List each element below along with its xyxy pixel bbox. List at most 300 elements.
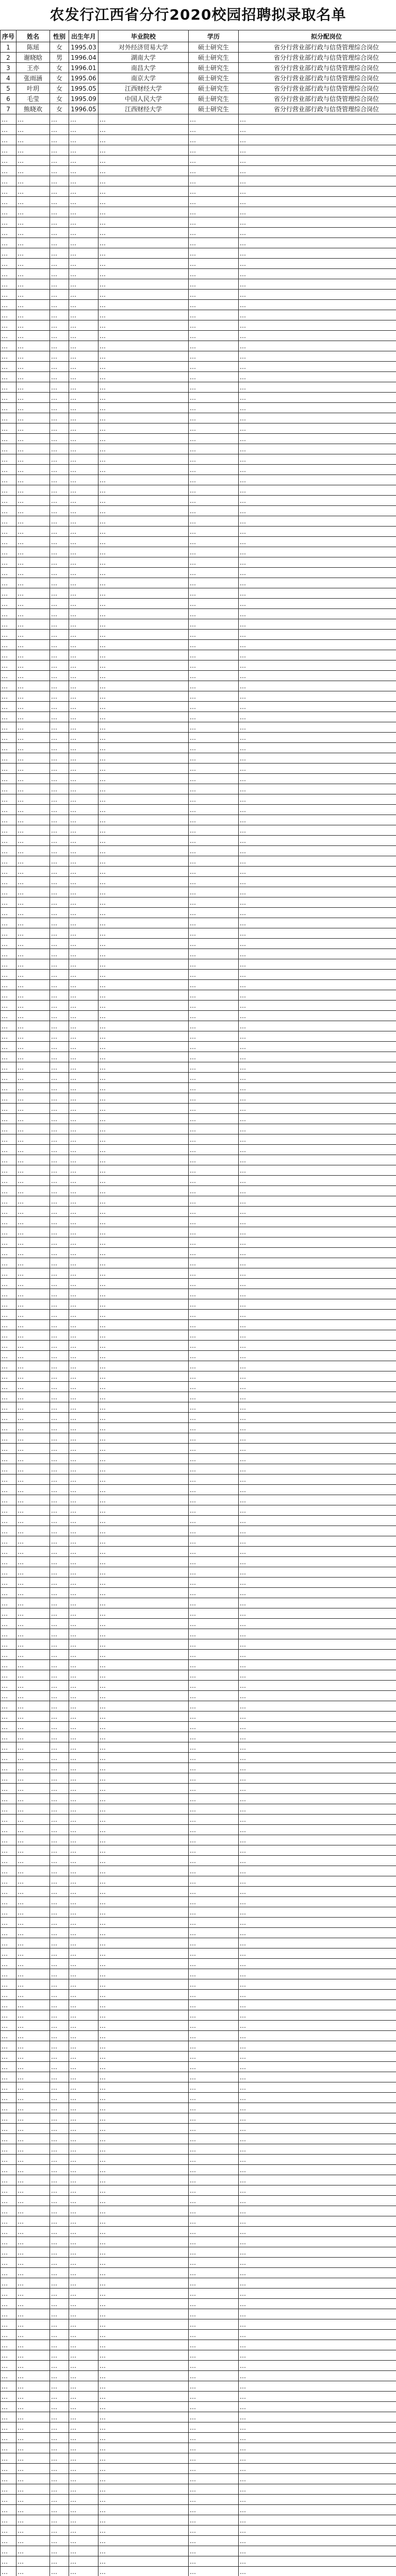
- cell-placeholder: …: [69, 516, 98, 527]
- cell-placeholder: …: [69, 444, 98, 454]
- cell-placeholder: …: [1, 2082, 16, 2093]
- cell-placeholder: …: [239, 1176, 396, 1186]
- cell-placeholder: …: [69, 1114, 98, 1124]
- cell-placeholder: …: [1, 1330, 16, 1341]
- cell-placeholder: …: [98, 784, 189, 794]
- table-row-placeholder: [1, 1753, 396, 1763]
- cell-placeholder: …: [1, 1691, 16, 1701]
- cell-placeholder: …: [16, 1011, 50, 1021]
- cell-placeholder: …: [1, 290, 16, 300]
- table-row-placeholder: [1, 156, 396, 166]
- cell-placeholder: …: [239, 259, 396, 269]
- cell-placeholder: …: [98, 764, 189, 774]
- cell-placeholder: …: [16, 939, 50, 949]
- table-row-placeholder: [1, 1505, 396, 1516]
- cell-placeholder: …: [189, 1608, 239, 1619]
- cell-no: 2: [1, 53, 16, 63]
- cell-placeholder: …: [16, 1464, 50, 1475]
- cell-placeholder: …: [1, 1299, 16, 1310]
- cell-placeholder: …: [69, 1681, 98, 1691]
- cell-placeholder: …: [189, 1279, 239, 1289]
- cell-placeholder: …: [69, 702, 98, 712]
- cell-placeholder: …: [16, 2495, 50, 2505]
- cell-placeholder: …: [239, 918, 396, 928]
- cell-placeholder: …: [239, 382, 396, 393]
- table-row-placeholder: [1, 2227, 396, 2237]
- cell-placeholder: …: [98, 1629, 189, 1639]
- cell-placeholder: …: [50, 1351, 69, 1361]
- cell-placeholder: …: [1, 1670, 16, 1681]
- cell-placeholder: …: [98, 1433, 189, 1444]
- cell-placeholder: …: [16, 2402, 50, 2412]
- cell-placeholder: …: [189, 259, 239, 269]
- cell-placeholder: …: [239, 2309, 396, 2319]
- table-row-placeholder: [1, 248, 396, 259]
- cell-placeholder: …: [98, 939, 189, 949]
- cell-placeholder: …: [50, 1866, 69, 1876]
- cell-placeholder: …: [98, 2422, 189, 2433]
- cell-placeholder: …: [50, 1320, 69, 1330]
- cell-placeholder: …: [239, 1433, 396, 1444]
- cell-placeholder: …: [1, 959, 16, 970]
- cell-placeholder: …: [98, 496, 189, 506]
- cell-placeholder: …: [98, 1773, 189, 1784]
- table-row-placeholder: [1, 516, 396, 527]
- cell-placeholder: …: [189, 1732, 239, 1742]
- cell-placeholder: …: [98, 2536, 189, 2546]
- cell-placeholder: …: [50, 496, 69, 506]
- cell-placeholder: …: [16, 1763, 50, 1773]
- table-row-placeholder: [1, 434, 396, 444]
- cell-placeholder: …: [189, 1567, 239, 1578]
- cell-placeholder: …: [50, 1495, 69, 1505]
- cell-placeholder: …: [69, 2309, 98, 2319]
- table-row-placeholder: [1, 640, 396, 650]
- cell-placeholder: …: [1, 1887, 16, 1897]
- cell-placeholder: …: [98, 1547, 189, 1557]
- table-row-placeholder: [1, 908, 396, 918]
- cell-placeholder: …: [16, 2134, 50, 2144]
- table-row-placeholder: [1, 1825, 396, 1835]
- cell-placeholder: …: [98, 660, 189, 671]
- cell-placeholder: …: [98, 1464, 189, 1475]
- cell-placeholder: …: [1, 2010, 16, 2021]
- cell-placeholder: …: [1, 1351, 16, 1361]
- cell-placeholder: …: [50, 1763, 69, 1773]
- cell-placeholder: …: [189, 2381, 239, 2392]
- cell-placeholder: …: [1, 2299, 16, 2309]
- cell-placeholder: …: [16, 2185, 50, 2196]
- cell-placeholder: …: [50, 2031, 69, 2041]
- cell-placeholder: …: [50, 423, 69, 434]
- cell-placeholder: …: [1, 1959, 16, 1969]
- cell-placeholder: …: [50, 1114, 69, 1124]
- table-row-placeholder: [1, 1815, 396, 1825]
- cell-placeholder: …: [98, 2567, 189, 2576]
- cell-placeholder: …: [98, 156, 189, 166]
- cell-placeholder: …: [69, 2278, 98, 2289]
- table-row-placeholder: [1, 568, 396, 578]
- cell-placeholder: …: [16, 1042, 50, 1052]
- cell-placeholder: …: [50, 1021, 69, 1031]
- table-row-placeholder: [1, 1052, 396, 1062]
- cell-placeholder: …: [1, 660, 16, 671]
- cell-placeholder: …: [50, 2340, 69, 2350]
- cell-placeholder: …: [69, 609, 98, 619]
- cell-placeholder: …: [189, 2319, 239, 2330]
- cell-placeholder: …: [239, 516, 396, 527]
- cell-placeholder: …: [69, 619, 98, 630]
- cell-placeholder: …: [1, 2422, 16, 2433]
- cell-placeholder: …: [239, 1639, 396, 1650]
- cell-placeholder: …: [189, 1536, 239, 1547]
- cell-placeholder: …: [239, 856, 396, 867]
- cell-placeholder: …: [69, 2082, 98, 2093]
- cell-placeholder: …: [98, 393, 189, 403]
- cell-placeholder: …: [1, 2155, 16, 2165]
- cell-placeholder: …: [69, 1351, 98, 1361]
- cell-placeholder: …: [239, 434, 396, 444]
- cell-placeholder: …: [239, 1959, 396, 1969]
- cell-placeholder: …: [50, 918, 69, 928]
- table-row-placeholder: [1, 1423, 396, 1433]
- cell-placeholder: …: [1, 1444, 16, 1454]
- cell-placeholder: …: [239, 764, 396, 774]
- cell-placeholder: …: [50, 1711, 69, 1722]
- cell-placeholder: …: [69, 2268, 98, 2278]
- cell-placeholder: …: [98, 1516, 189, 1526]
- cell-placeholder: …: [1, 1165, 16, 1176]
- cell-placeholder: …: [69, 1701, 98, 1711]
- cell-placeholder: …: [98, 1217, 189, 1227]
- cell-placeholder: …: [98, 794, 189, 805]
- cell-placeholder: …: [50, 1279, 69, 1289]
- table-row-placeholder: [1, 2093, 396, 2103]
- cell-placeholder: …: [239, 1773, 396, 1784]
- cell-placeholder: …: [50, 1073, 69, 1083]
- cell-placeholder: …: [1, 1093, 16, 1104]
- table-row-placeholder: [1, 1011, 396, 1021]
- cell-placeholder: …: [189, 403, 239, 413]
- cell-placeholder: …: [189, 537, 239, 547]
- cell-school: 南京大学: [98, 73, 189, 83]
- cell-placeholder: …: [98, 1918, 189, 1928]
- cell-placeholder: …: [50, 1742, 69, 1753]
- cell-placeholder: …: [189, 599, 239, 609]
- cell-placeholder: …: [189, 1948, 239, 1959]
- cell-placeholder: …: [239, 527, 396, 537]
- cell-placeholder: …: [1, 1176, 16, 1186]
- cell-placeholder: …: [239, 1505, 396, 1516]
- cell-placeholder: …: [1, 259, 16, 269]
- cell-placeholder: …: [69, 259, 98, 269]
- cell-placeholder: …: [239, 279, 396, 290]
- cell-placeholder: …: [1, 444, 16, 454]
- cell-placeholder: …: [69, 2052, 98, 2062]
- cell-placeholder: …: [16, 1650, 50, 1660]
- cell-placeholder: …: [239, 1382, 396, 1392]
- cell-placeholder: …: [16, 1330, 50, 1341]
- cell-placeholder: …: [239, 2381, 396, 2392]
- cell-placeholder: …: [239, 1794, 396, 1804]
- cell-placeholder: …: [50, 527, 69, 537]
- cell-placeholder: …: [16, 599, 50, 609]
- cell-placeholder: …: [189, 897, 239, 908]
- table-row-placeholder: [1, 2464, 396, 2474]
- cell-placeholder: …: [50, 2474, 69, 2484]
- cell-placeholder: …: [239, 1567, 396, 1578]
- cell-placeholder: …: [69, 2319, 98, 2330]
- cell-placeholder: …: [1, 2185, 16, 2196]
- cell-placeholder: …: [16, 918, 50, 928]
- cell-placeholder: …: [239, 733, 396, 743]
- table-body: [1, 42, 396, 2576]
- cell-placeholder: …: [69, 1773, 98, 1784]
- cell-school: 湖南大学: [98, 53, 189, 63]
- cell-placeholder: …: [98, 1186, 189, 1196]
- cell-placeholder: …: [50, 2041, 69, 2052]
- table-row-placeholder: [1, 1959, 396, 1969]
- cell-placeholder: …: [189, 2185, 239, 2196]
- cell-placeholder: …: [189, 1578, 239, 1588]
- cell-placeholder: …: [1, 187, 16, 197]
- cell-placeholder: …: [16, 485, 50, 496]
- cell-placeholder: …: [69, 2567, 98, 2576]
- cell-placeholder: …: [239, 2453, 396, 2464]
- cell-placeholder: …: [189, 640, 239, 650]
- cell-placeholder: …: [50, 815, 69, 825]
- table-row-placeholder: [1, 1773, 396, 1784]
- cell-placeholder: …: [98, 1011, 189, 1021]
- cell-placeholder: …: [239, 1279, 396, 1289]
- table-row-placeholder: [1, 1176, 396, 1186]
- table-row-placeholder: [1, 362, 396, 372]
- cell-placeholder: …: [1, 1505, 16, 1516]
- cell-placeholder: …: [1, 228, 16, 238]
- cell-placeholder: …: [98, 2041, 189, 2052]
- cell-placeholder: …: [239, 2546, 396, 2556]
- cell-placeholder: …: [69, 2185, 98, 2196]
- cell-placeholder: …: [1, 114, 16, 125]
- cell-placeholder: …: [98, 1268, 189, 1279]
- cell-placeholder: …: [50, 516, 69, 527]
- table-row-placeholder: [1, 1918, 396, 1928]
- table-row-placeholder: [1, 1608, 396, 1619]
- cell-placeholder: …: [16, 310, 50, 320]
- cell-placeholder: …: [50, 1856, 69, 1866]
- cell-placeholder: …: [1, 2175, 16, 2185]
- cell-placeholder: …: [239, 2350, 396, 2361]
- cell-placeholder: …: [189, 949, 239, 959]
- cell-placeholder: …: [1, 1763, 16, 1773]
- table-row-placeholder: [1, 1351, 396, 1361]
- cell-placeholder: …: [50, 949, 69, 959]
- cell-placeholder: …: [69, 1145, 98, 1155]
- cell-placeholder: …: [1, 980, 16, 990]
- cell-placeholder: …: [50, 743, 69, 753]
- cell-placeholder: …: [189, 1351, 239, 1361]
- cell-placeholder: …: [50, 2216, 69, 2227]
- table-row-placeholder: [1, 1475, 396, 1485]
- cell-placeholder: …: [239, 1341, 396, 1351]
- cell-placeholder: …: [1, 1742, 16, 1753]
- cell-placeholder: …: [98, 454, 189, 465]
- table-row-placeholder: [1, 743, 396, 753]
- cell-placeholder: …: [69, 156, 98, 166]
- cell-placeholder: …: [16, 2371, 50, 2381]
- table-row-placeholder: [1, 2536, 396, 2546]
- cell-placeholder: …: [98, 1557, 189, 1567]
- cell-placeholder: …: [1, 1660, 16, 1670]
- cell-placeholder: …: [16, 2268, 50, 2278]
- cell-placeholder: …: [98, 1310, 189, 1320]
- cell-placeholder: …: [189, 1145, 239, 1155]
- table-row-placeholder: [1, 217, 396, 228]
- col-header-birth: 出生年月: [69, 30, 98, 42]
- cell-placeholder: …: [16, 1773, 50, 1784]
- cell-placeholder: …: [239, 2392, 396, 2402]
- cell-placeholder: …: [189, 877, 239, 887]
- cell-placeholder: …: [1, 465, 16, 475]
- cell-placeholder: …: [69, 1948, 98, 1959]
- cell-placeholder: …: [98, 300, 189, 310]
- table-row-placeholder: [1, 114, 396, 125]
- cell-placeholder: …: [69, 1547, 98, 1557]
- col-header-org: 拟分配岗位: [239, 30, 396, 42]
- cell-placeholder: …: [16, 166, 50, 176]
- cell-placeholder: …: [189, 310, 239, 320]
- cell-placeholder: …: [16, 197, 50, 207]
- cell-placeholder: …: [50, 578, 69, 588]
- table-row-placeholder: [1, 897, 396, 908]
- cell-placeholder: …: [69, 959, 98, 970]
- cell-placeholder: …: [1, 1536, 16, 1547]
- cell-name: 谢晓晗: [16, 53, 50, 63]
- cell-placeholder: …: [50, 928, 69, 939]
- cell-placeholder: …: [69, 1588, 98, 1598]
- cell-placeholder: …: [50, 2103, 69, 2113]
- cell-placeholder: …: [1, 372, 16, 382]
- cell-placeholder: …: [16, 1227, 50, 1238]
- cell-placeholder: …: [239, 928, 396, 939]
- cell-placeholder: …: [189, 702, 239, 712]
- cell-placeholder: …: [69, 2433, 98, 2443]
- cell-placeholder: …: [98, 2319, 189, 2330]
- cell-placeholder: …: [189, 1959, 239, 1969]
- cell-placeholder: …: [98, 382, 189, 393]
- cell-placeholder: …: [98, 557, 189, 568]
- cell-placeholder: …: [16, 1835, 50, 1845]
- table-row-placeholder: [1, 1784, 396, 1794]
- cell-placeholder: …: [189, 187, 239, 197]
- cell-placeholder: …: [98, 2216, 189, 2227]
- cell-placeholder: …: [50, 1268, 69, 1279]
- table-row-placeholder: [1, 300, 396, 310]
- cell-placeholder: …: [50, 372, 69, 382]
- cell-placeholder: …: [189, 197, 239, 207]
- cell-placeholder: …: [98, 2443, 189, 2453]
- cell-birth: 1995.06: [69, 73, 98, 83]
- cell-placeholder: …: [98, 2124, 189, 2134]
- cell-placeholder: …: [189, 320, 239, 331]
- cell-placeholder: …: [189, 1887, 239, 1897]
- cell-placeholder: …: [16, 465, 50, 475]
- cell-placeholder: …: [98, 1021, 189, 1031]
- cell-placeholder: …: [98, 1320, 189, 1330]
- cell-placeholder: …: [239, 630, 396, 640]
- cell-placeholder: …: [16, 516, 50, 527]
- cell-placeholder: …: [50, 506, 69, 516]
- table-row-placeholder: [1, 444, 396, 454]
- cell-no: 1: [1, 42, 16, 53]
- table-row-placeholder: [1, 207, 396, 217]
- cell-placeholder: …: [69, 537, 98, 547]
- cell-placeholder: …: [239, 1969, 396, 1979]
- cell-placeholder: …: [98, 2185, 189, 2196]
- cell-placeholder: …: [1, 2021, 16, 2031]
- cell-placeholder: …: [50, 990, 69, 1001]
- cell-placeholder: …: [239, 2216, 396, 2227]
- cell-placeholder: …: [189, 2484, 239, 2495]
- cell-placeholder: …: [239, 1021, 396, 1031]
- cell-placeholder: …: [69, 1299, 98, 1310]
- cell-placeholder: …: [1, 1557, 16, 1567]
- cell-placeholder: …: [16, 2505, 50, 2515]
- cell-placeholder: …: [50, 671, 69, 681]
- cell-placeholder: …: [98, 1052, 189, 1062]
- cell-placeholder: …: [50, 320, 69, 331]
- cell-placeholder: …: [69, 2330, 98, 2340]
- cell-placeholder: …: [1, 1619, 16, 1629]
- table-row-placeholder: [1, 1196, 396, 1207]
- cell-placeholder: …: [239, 2227, 396, 2237]
- cell-placeholder: …: [16, 1516, 50, 1526]
- cell-placeholder: …: [98, 970, 189, 980]
- cell-placeholder: …: [98, 722, 189, 733]
- cell-sex: 女: [50, 73, 69, 83]
- cell-placeholder: …: [16, 1505, 50, 1516]
- cell-placeholder: …: [69, 1691, 98, 1701]
- cell-placeholder: …: [69, 805, 98, 815]
- cell-placeholder: …: [69, 1238, 98, 1248]
- cell-placeholder: …: [69, 2031, 98, 2041]
- col-header-degree: 学历: [189, 30, 239, 42]
- cell-placeholder: …: [239, 1516, 396, 1526]
- cell-placeholder: …: [239, 1784, 396, 1794]
- cell-placeholder: …: [16, 393, 50, 403]
- cell-placeholder: …: [16, 1062, 50, 1073]
- cell-placeholder: …: [239, 846, 396, 856]
- cell-placeholder: …: [98, 1701, 189, 1711]
- table-row-placeholder: [1, 197, 396, 207]
- cell-placeholder: …: [1, 341, 16, 351]
- cell-placeholder: …: [16, 2144, 50, 2155]
- cell-placeholder: …: [69, 1207, 98, 1217]
- cell-placeholder: …: [69, 1475, 98, 1485]
- cell-placeholder: …: [189, 1681, 239, 1691]
- cell-placeholder: …: [50, 2124, 69, 2134]
- cell-placeholder: …: [98, 2526, 189, 2536]
- cell-placeholder: …: [239, 2536, 396, 2546]
- cell-placeholder: …: [50, 1516, 69, 1526]
- cell-placeholder: …: [98, 1650, 189, 1660]
- cell-placeholder: …: [16, 1701, 50, 1711]
- cell-placeholder: …: [16, 2124, 50, 2134]
- cell-placeholder: …: [50, 228, 69, 238]
- cell-placeholder: …: [1, 1021, 16, 1031]
- table-row-placeholder: [1, 557, 396, 568]
- cell-placeholder: …: [50, 1330, 69, 1341]
